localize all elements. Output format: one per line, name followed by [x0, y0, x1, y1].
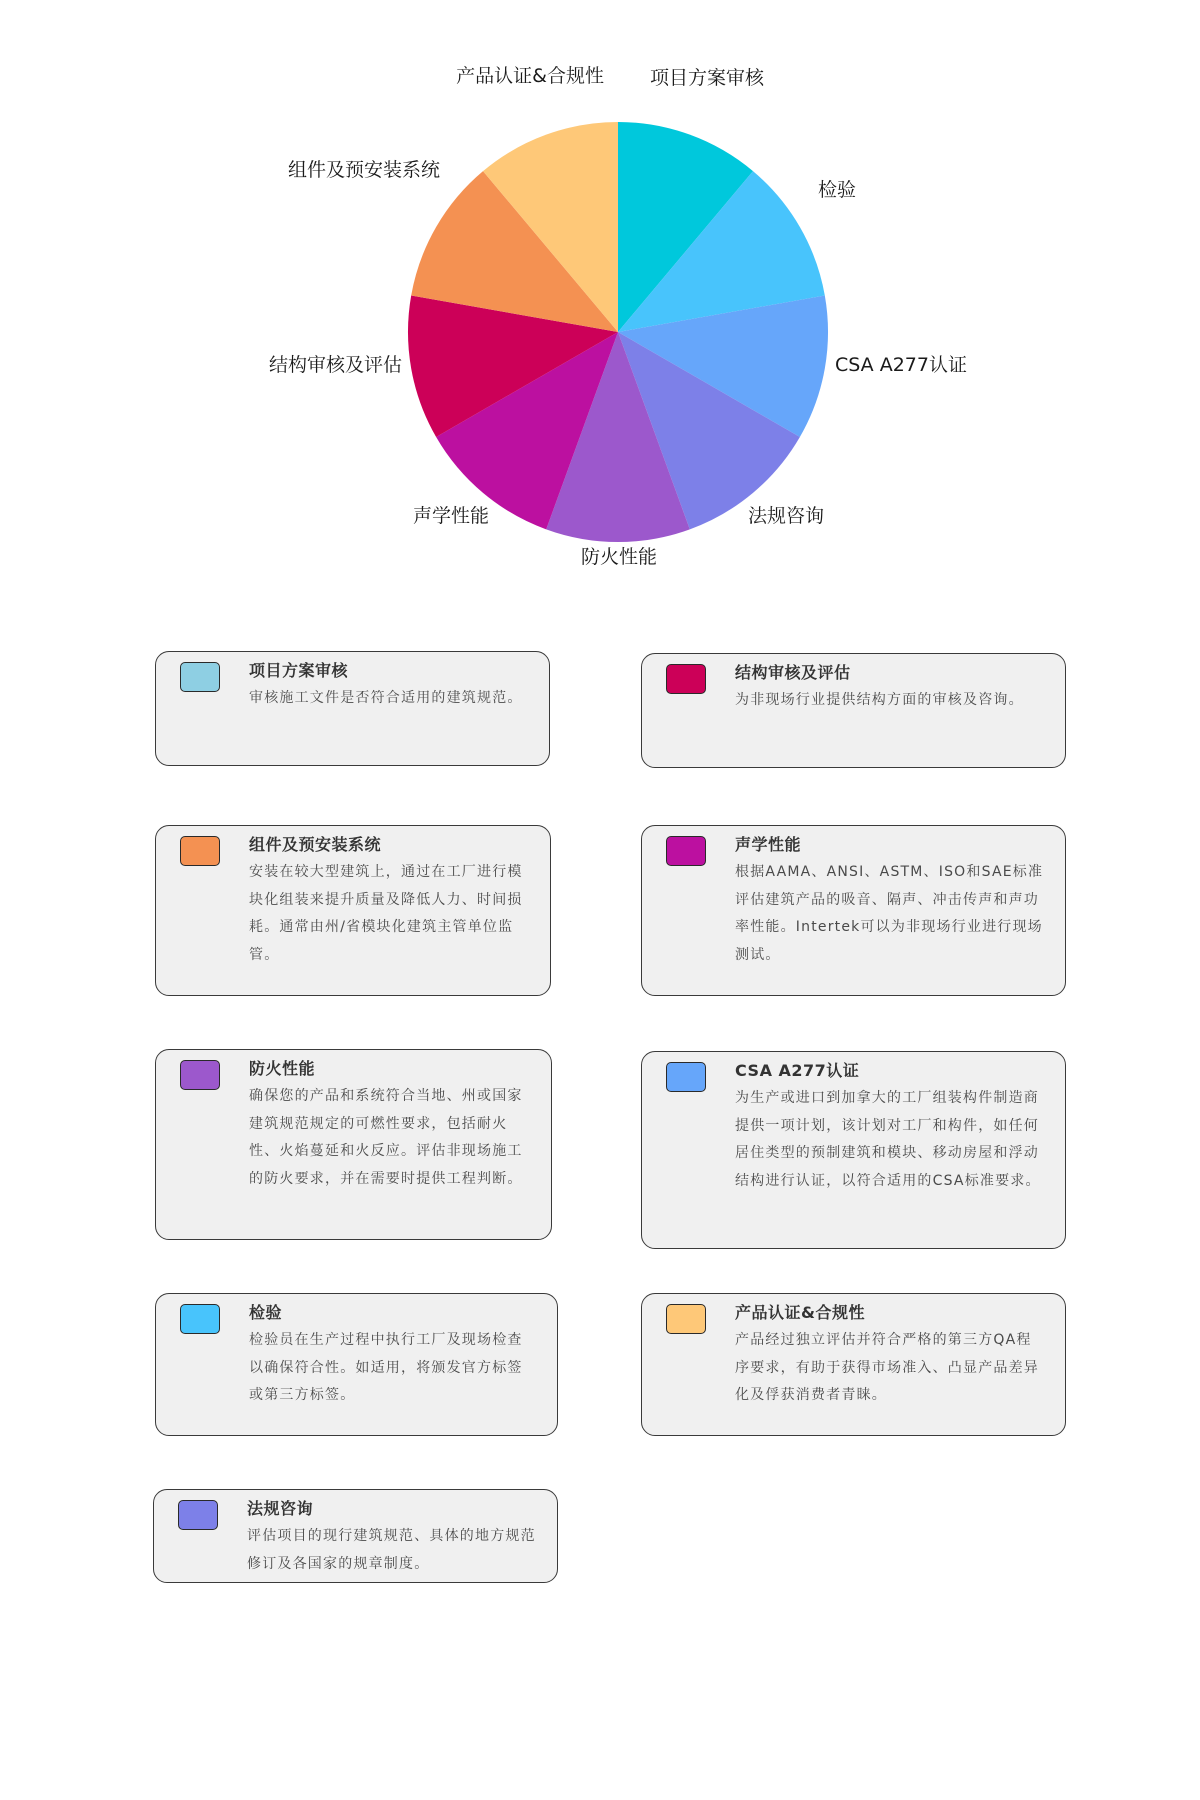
- pie-slices: [408, 122, 828, 542]
- pie-slice-label: 防火性能: [580, 546, 658, 568]
- pie-slice-label: 检验: [818, 179, 857, 201]
- card-title: 组件及预安装系统: [249, 835, 382, 854]
- legend-swatch: [180, 1304, 220, 1334]
- card-description: 安装在较大型建筑上，通过在工厂进行模块化组装来提升质量及降低人力、时间损耗。通常由州/省模块化建筑主管单位监管。: [249, 864, 523, 963]
- card-prefab-systems: [155, 825, 551, 996]
- pie-slice-label: 组件及预安装系统: [287, 159, 440, 181]
- legend-swatch: [180, 836, 220, 866]
- card-code-consulting: [153, 1489, 558, 1583]
- legend-swatch: [178, 1500, 218, 1530]
- card-acoustic-performance: [641, 825, 1066, 996]
- card-description: 产品经过独立评估并符合严格的第三方QA程序要求，有助于获得市场准入、凸显产品差异化及俘获消费者青睐。: [735, 1332, 1039, 1403]
- card-description: 审核施工文件是否符合适用的建筑规范。: [249, 690, 523, 706]
- card-description: 确保您的产品和系统符合当地、州或国家建筑规范规定的可燃性要求，包括耐火性、火焰蔓延和火反应。评估非现场施工的防火要求，并在需要时提供工程判断。: [249, 1088, 523, 1187]
- card-title: 检验: [249, 1303, 283, 1322]
- card-product-certification: [641, 1293, 1066, 1436]
- pie-slice-label: CSA A277认证: [835, 354, 967, 376]
- card-description: 根据AAMA、ANSI、ASTM、ISO和SAE标准评估建筑产品的吸音、隔声、冲击传声和声功率性能。Intertek可以为非现场行业进行现场测试。: [735, 864, 1044, 963]
- legend-swatch: [180, 1060, 220, 1090]
- card-title: 结构审核及评估: [735, 663, 851, 682]
- pie-slice-label: 产品认证&合规性: [456, 65, 604, 87]
- legend-swatch: [180, 662, 220, 692]
- card-title: 防火性能: [249, 1059, 316, 1078]
- pie-chart: [0, 0, 1200, 640]
- card-project-review: [155, 651, 550, 766]
- card-fire-performance: [155, 1049, 552, 1240]
- card-title: 产品认证&合规性: [735, 1303, 865, 1322]
- card-structural-review: [641, 653, 1066, 768]
- legend-swatch: [666, 1062, 706, 1092]
- legend-swatch: [666, 1304, 706, 1334]
- legend-swatch: [666, 836, 706, 866]
- card-title: 项目方案审核: [249, 661, 349, 680]
- card-description: 为非现场行业提供结构方面的审核及咨询。: [735, 692, 1024, 708]
- card-inspection: [155, 1293, 558, 1436]
- legend-swatch: [666, 664, 706, 694]
- card-description: 为生产或进口到加拿大的工厂组装构件制造商提供一项计划，该计划对工厂和构件，如任何居住类型的预制建筑和模块、移动房屋和浮动结构进行认证，以符合适用的CSA标准要求。: [735, 1090, 1041, 1189]
- card-description: 检验员在生产过程中执行工厂及现场检查以确保符合性。如适用，将颁发官方标签或第三方标签。: [249, 1332, 523, 1403]
- card-description: 评估项目的现行建筑规范、具体的地方规范修订及各国家的规章制度。: [247, 1528, 536, 1572]
- pie-slice-label: 结构审核及评估: [268, 354, 402, 376]
- pie-slice-label: 法规咨询: [748, 505, 825, 527]
- pie-slice-label: 声学性能: [412, 505, 489, 527]
- card-title: 声学性能: [735, 835, 802, 854]
- card-title: 法规咨询: [247, 1499, 314, 1518]
- card-title: CSA A277认证: [735, 1061, 860, 1080]
- pie-slice-label: 项目方案审核: [650, 67, 765, 89]
- card-csa-certification: [641, 1051, 1066, 1249]
